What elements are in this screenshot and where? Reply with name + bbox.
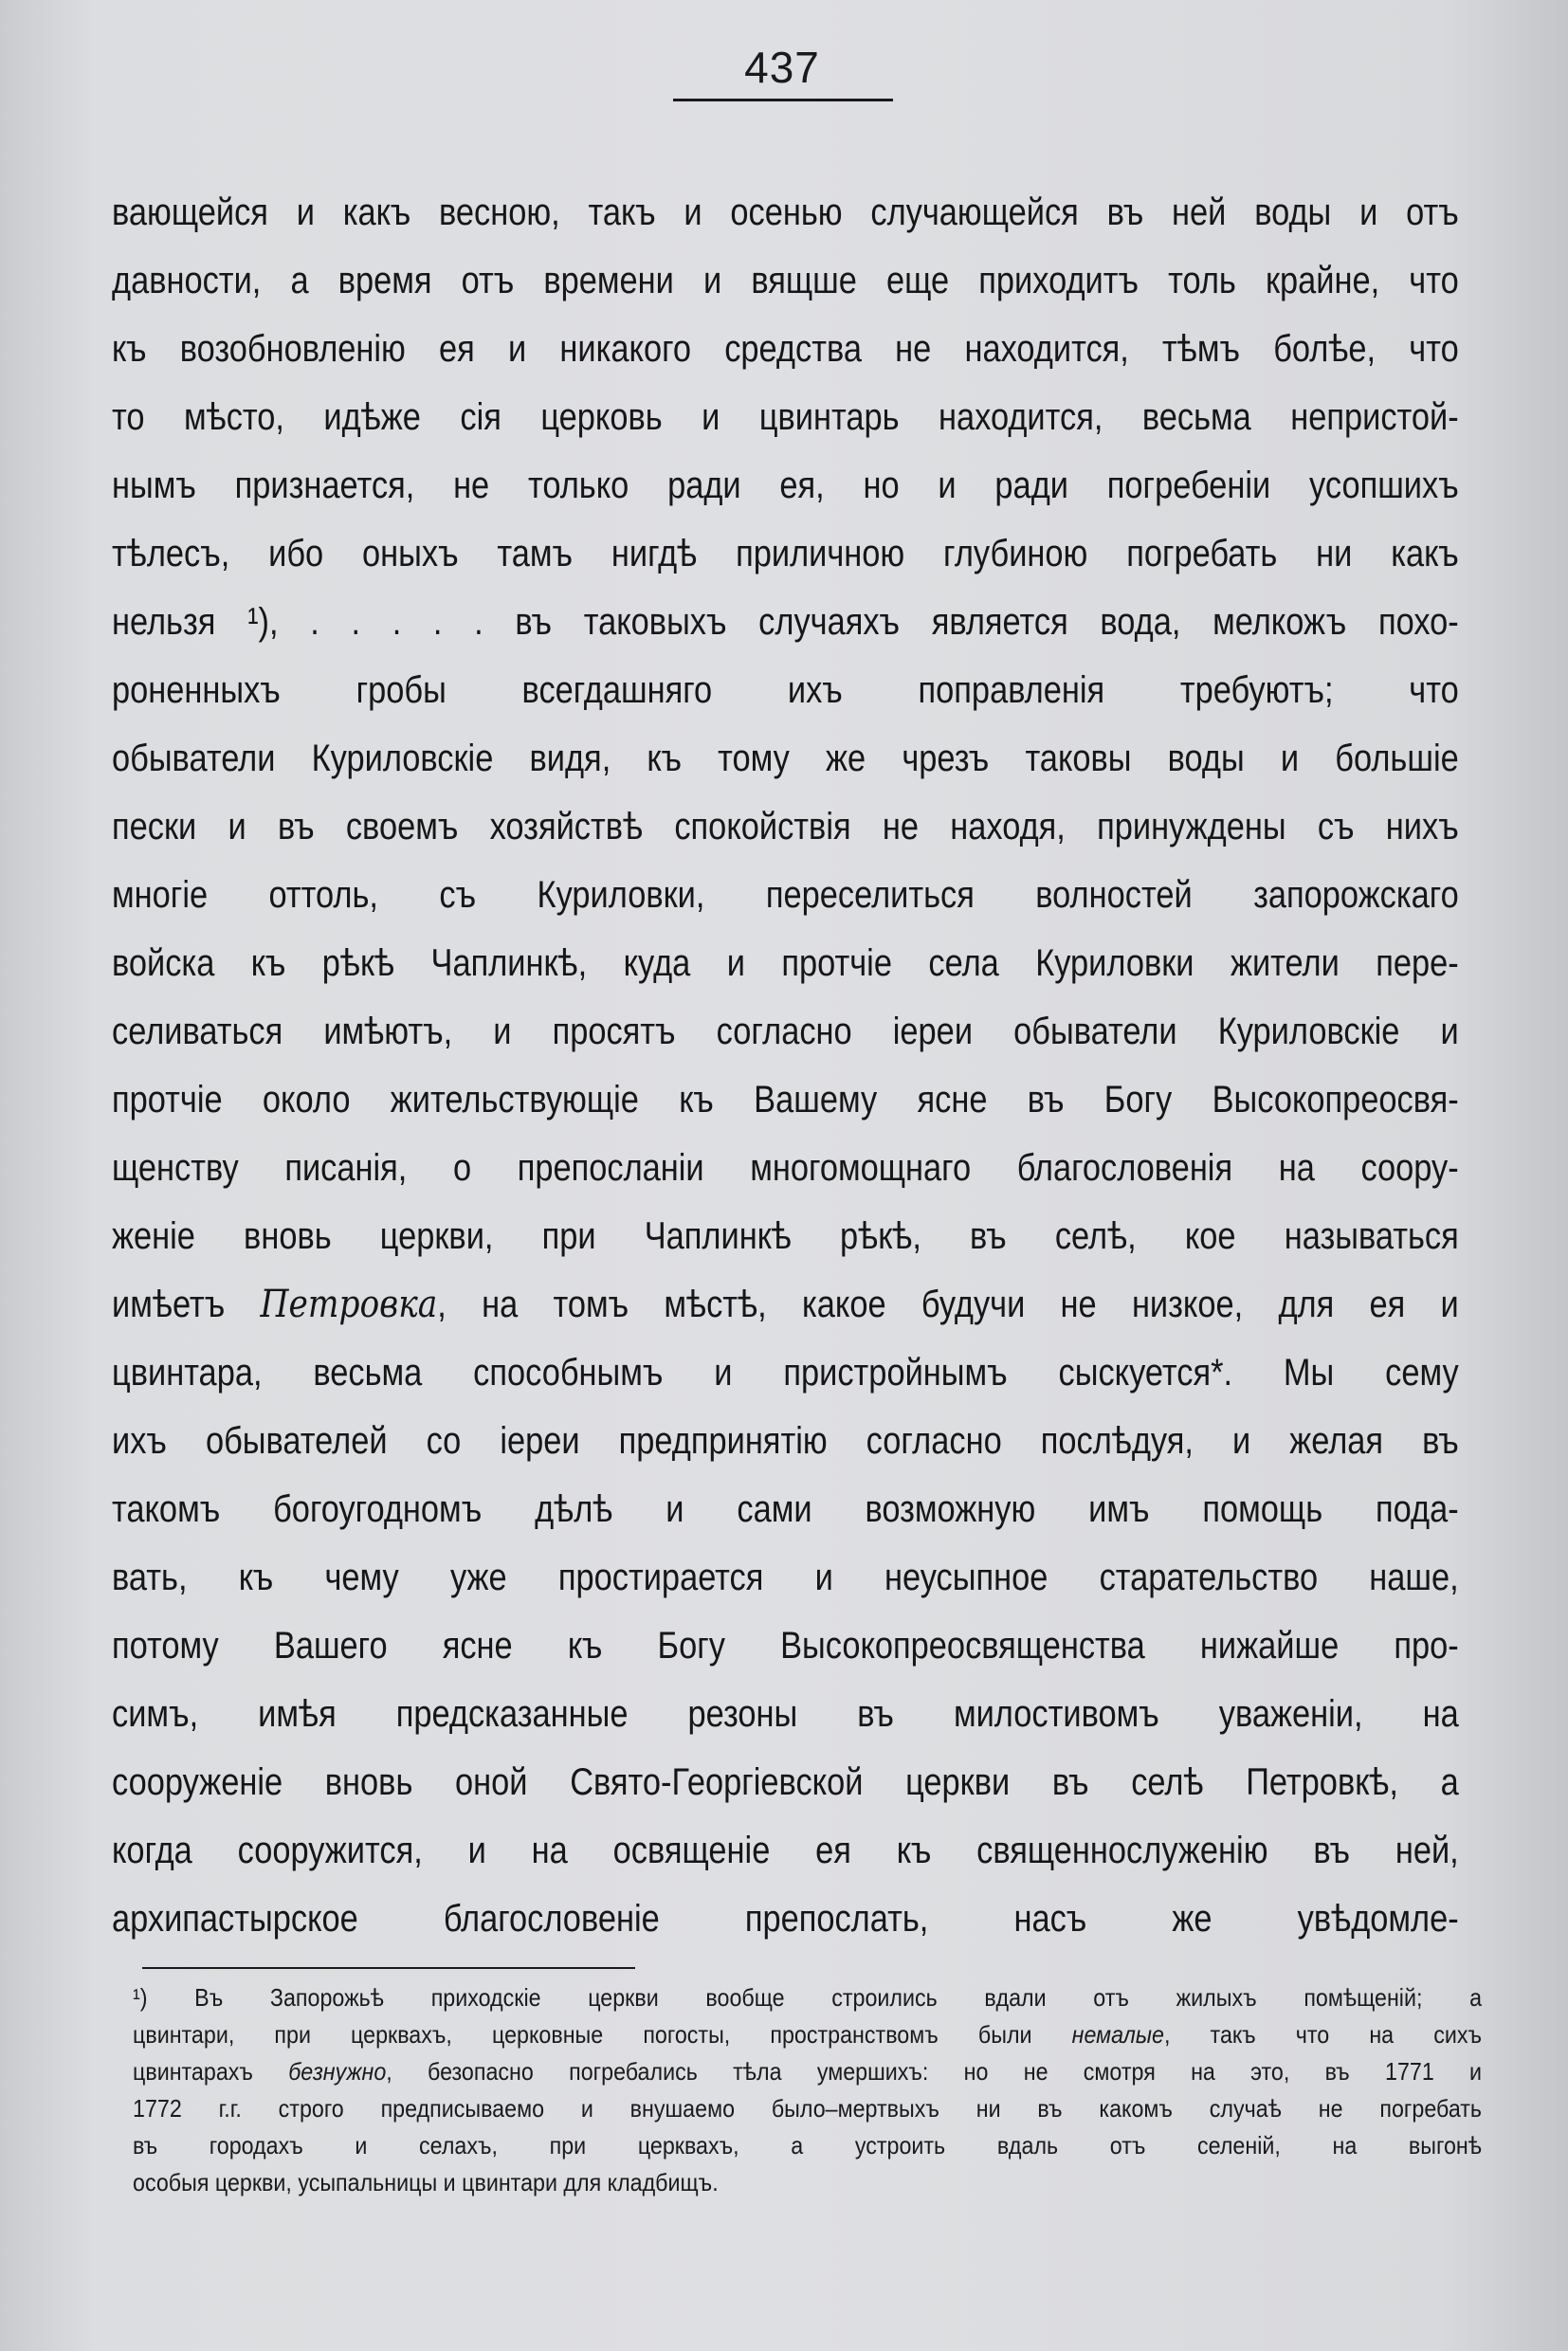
body-line: нельзя ¹), . . . . . въ таковыхъ случаяхъ является вода, мелкожъ похо- — [112, 601, 1459, 643]
footnote-line: особыя церкви, усыпальницы и цвинтари для кладбищъ. — [133, 2168, 719, 2196]
footnote-text: цвинтари, при церквахъ, церковные погосты, пространствомъ были — [133, 2020, 1072, 2049]
body-line: симъ, имѣя предсказанные резоны въ милостивомъ уваженіи, на — [112, 1693, 1459, 1735]
footnote-italic-word: безнужно — [288, 2057, 387, 2086]
body-line: обыватели Куриловскіе видя, къ тому же чрезъ таковы воды и большіе — [112, 738, 1459, 779]
body-line: когда сооружится, и на освященіе ея къ священнослуженію въ ней, — [112, 1830, 1459, 1871]
body-line: то мѣсто, идѣже сія церковь и цвинтарь находится, весьма непристой- — [112, 396, 1459, 438]
body-line: щенству писанія, о препосланіи многомощнаго благословенія на соору- — [112, 1147, 1459, 1189]
footnote-line: въ городахъ и селахъ, при церквахъ, а устроить вдаль отъ селеній, на выгонѣ — [133, 2131, 1483, 2160]
body-line: женіе вновь церкви, при Чаплинкѣ рѣкѣ, въ селѣ, кое называться — [112, 1215, 1459, 1257]
body-line: нымъ признается, не только ради ея, но и ради погребеніи усопшихъ — [112, 465, 1459, 506]
footnote-line: ¹) Въ Запорожьѣ приходскіе церкви вообще строились вдали отъ жилыхъ помѣщеній; а — [133, 1983, 1483, 2012]
body-line: войска къ рѣкѣ Чаплинкѣ, куда и протчіе села Куриловки жители пере- — [112, 942, 1459, 984]
body-line: селиваться имѣютъ, и просятъ согласно іереи обыватели Куриловскіе и — [112, 1011, 1459, 1052]
footnote-line: 1772 г.г. строго предписываемо и внушаемо было–мертвыхъ ни въ какомъ случаѣ не погребать — [133, 2094, 1483, 2123]
body-line: сооруженіе вновь оной Свято-Георгіевской церкви въ селѣ Петровкѣ, а — [112, 1761, 1459, 1803]
body-line: пески и въ своемъ хозяйствѣ спокойствія не находя, принуждены съ нихъ — [112, 806, 1459, 847]
footnote-italic-word: немалые — [1071, 2020, 1164, 2049]
body-line: ихъ обывателей со іереи предпринятію согласно послѣдуя, и желая въ — [112, 1420, 1459, 1462]
body-line: многіе оттоль, съ Куриловки, переселиться волностей запорожскаго — [112, 874, 1459, 916]
body-line-with-place-name — [112, 1270, 1459, 1339]
body-line: роненныхъ гробы всегдашняго ихъ поправленія требуютъ; что — [112, 669, 1459, 711]
body-line: потому Вашего ясне къ Богу Высокопреосвященства нижайше про- — [112, 1625, 1459, 1667]
body-line: архипастырское благословеніе препослать, насъ же увѣдомле- — [112, 1898, 1459, 1940]
body-line: вать, къ чему уже простирается и неусыпное старательство наше, — [112, 1557, 1459, 1598]
body-line: такомъ богоугодномъ дѣлѣ и сами возможную имъ помощь пода- — [112, 1488, 1459, 1530]
line-text-before: имѣетъ — [112, 1284, 261, 1325]
footnote-line — [133, 2053, 1482, 2090]
body-line: давности, а время отъ времени и вящше еще приходитъ толь крайне, что — [112, 260, 1459, 301]
line-text-after: , на томъ мѣстѣ, какое будучи не низкое, для ея и — [437, 1284, 1459, 1325]
footnote-text: , безопасно погребались тѣла умершихъ: но не смотря на это, въ 1771 и — [386, 2057, 1483, 2086]
page-number-underline — [673, 99, 893, 101]
body-line: цвинтара, весьма способнымъ и пристройнымъ сыскуется*. Мы сему — [112, 1352, 1459, 1394]
body-line: протчіе около жительствующіе къ Вашему ясне въ Богу Высокопреосвя- — [112, 1079, 1459, 1121]
place-name-petrovka: Петровка — [260, 1283, 438, 1326]
body-text — [112, 178, 1458, 1953]
footnote-separator — [142, 1967, 635, 1969]
footnote-text: цвинтарахъ — [133, 2057, 289, 2086]
page-number: 437 — [744, 43, 820, 92]
body-line: къ возобновленію ея и никакого средства не находится, тѣмъ болѣе, что — [112, 328, 1459, 370]
footnote-line — [133, 2016, 1482, 2053]
body-line: тѣлесъ, ибо оныхъ тамъ нигдѣ приличною глубиною погребать ни какъ — [112, 533, 1459, 574]
body-line: вающейся и какъ весною, такъ и осенью случающейся въ ней воды и отъ — [112, 191, 1459, 233]
footnote — [133, 1979, 1483, 2201]
footnote-text: , такъ что на сихъ — [1163, 2020, 1483, 2049]
